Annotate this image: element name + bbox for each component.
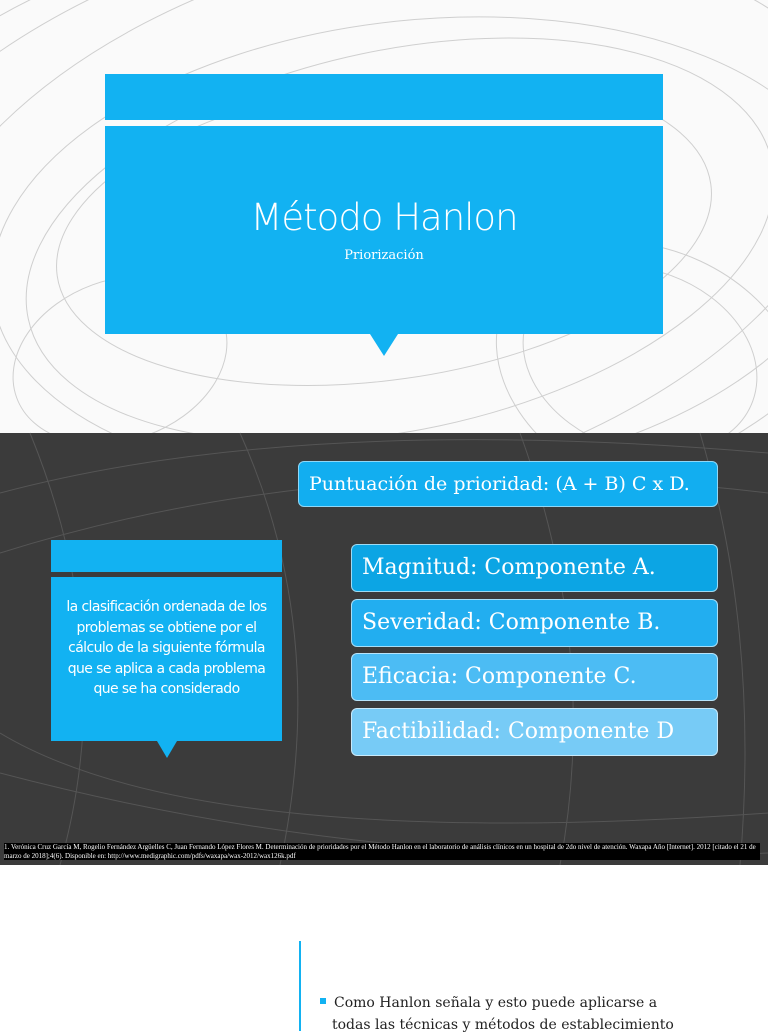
bullet-line-2: todas las técnicas y métodos de establecimiento (332, 1017, 674, 1033)
title-box-pointer (370, 334, 398, 356)
priority-formula-box: Puntuación de prioridad: (A + B) C x D. (298, 461, 718, 507)
title-box (105, 126, 663, 334)
description-top-bar (51, 540, 282, 572)
component-d-box: Factibilidad: Componente D (351, 708, 718, 756)
description-box (51, 577, 282, 741)
component-c-box: Eficacia: Componente C. (351, 653, 718, 701)
component-a-box: Magnitud: Componente A. (351, 544, 718, 592)
bullet-line-1: Como Hanlon señala y esto puede aplicarse a (334, 995, 658, 1011)
slide-subtitle: Priorización (344, 248, 424, 263)
bullet-item (320, 992, 760, 1036)
title-top-bar (105, 74, 663, 120)
description-box-pointer (157, 741, 177, 758)
accent-divider (299, 941, 301, 1031)
description-text: la clasificación ordenada de los problemas se obtiene por el cálculo de la siguiente fórmula que se aplica a cada problema que se ha considerado (66, 599, 267, 697)
slide-title: Método Hanlon (250, 196, 518, 239)
text-slide (0, 865, 768, 1033)
component-b-box: Severidad: Componente B. (351, 599, 718, 647)
components-slide (0, 433, 768, 865)
reference-footnote: 1. Verónica Cruz García M, Rogelio Fernández Argüelles C, Juan Fernando López Flores M. Determinación de prioridades por el Método Hanlon en el laboratorio de análisis clínicos en un hospital de 2do nivel de atención. Waxapa Año [Internet]. 2012 [citado el 21 de marzo de 2018];4(6). Disponible en: http://www.medigraphic.com/pdfs/waxapa/wax-2012/wax126k.pdf (4, 843, 760, 860)
bullet-square-icon (320, 998, 326, 1004)
title-slide (0, 0, 768, 433)
